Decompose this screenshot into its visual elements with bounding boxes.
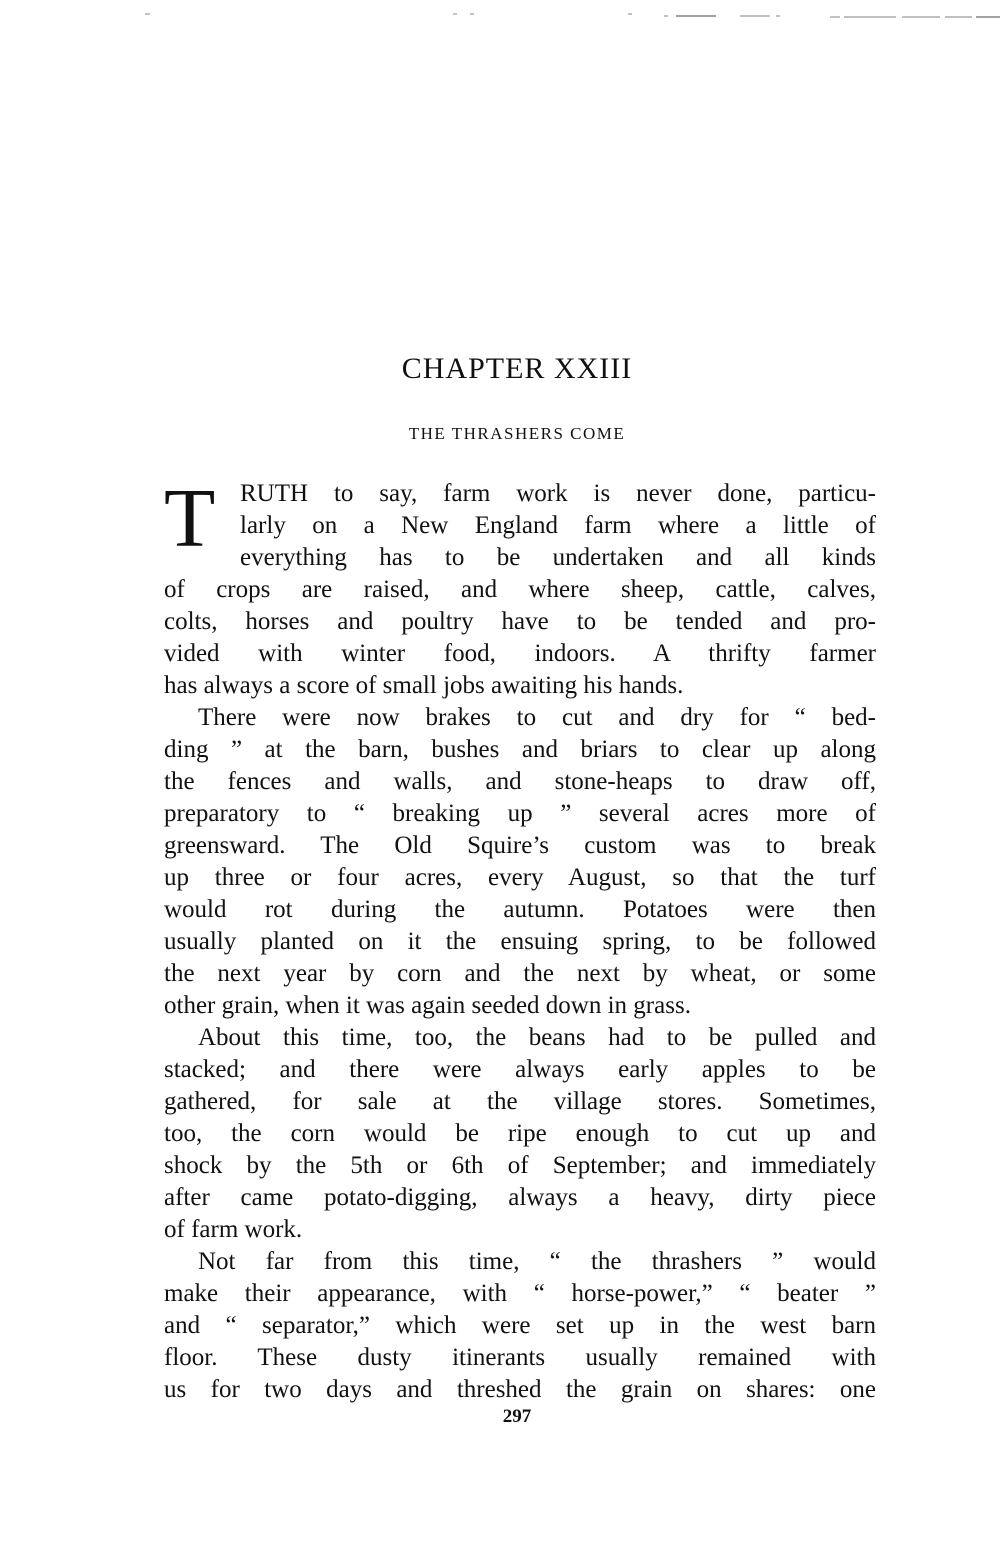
- text-line: stacked; and there were always early apples to be: [164, 1056, 876, 1083]
- text-line: us for two days and threshed the grain on shares: one: [164, 1376, 876, 1403]
- text-line: floor. These dusty itinerants usually remained with: [164, 1344, 876, 1371]
- text-line: gathered, for sale at the village stores. Sometimes,: [164, 1088, 876, 1115]
- text-line: ding ” at the barn, bushes and briars to clear up along: [164, 736, 876, 763]
- text-line: larly on a New England farm where a little of: [240, 512, 876, 539]
- text-line: other grain, when it was again seeded down in grass.: [164, 992, 691, 1019]
- text-line: after came potato-digging, always a heavy, dirty piece: [164, 1184, 876, 1211]
- page-number: 297: [502, 1406, 532, 1427]
- text-line: About this time, too, the beans had to be pulled and: [198, 1024, 876, 1051]
- scan-edge-marks: [0, 8, 1000, 22]
- text-line: up three or four acres, every August, so that the turf: [164, 864, 876, 891]
- text-line: Not far from this time, “ the thrashers ” would: [198, 1248, 876, 1275]
- text-line: greensward. The Old Squire’s custom was to break: [164, 832, 876, 859]
- chapter-title: CHAPTER XXIII: [401, 352, 633, 385]
- chapter-body: [164, 472, 876, 1406]
- text-line: and “ separator,” which were set up in the west barn: [164, 1312, 876, 1339]
- text-line: vided with winter food, indoors. A thrifty farmer: [164, 640, 876, 667]
- text-line: There were now brakes to cut and dry for “ bed-: [198, 704, 876, 731]
- text-line: of crops are raised, and where sheep, cattle, calves,: [164, 576, 876, 603]
- text-line: RUTH to say, farm work is never done, particu-: [240, 480, 876, 507]
- text-line: usually planted on it the ensuing spring, to be followed: [164, 928, 876, 955]
- text-line: preparatory to “ breaking up ” several acres more of: [164, 800, 876, 827]
- text-line: has always a score of small jobs awaiting his hands.: [164, 672, 684, 699]
- text-line: make their appearance, with “ horse-power,” “ beater ”: [164, 1280, 876, 1307]
- text-line: colts, horses and poultry have to be tended and pro-: [164, 608, 876, 635]
- text-line: the fences and walls, and stone-heaps to draw off,: [164, 768, 876, 795]
- text-line: shock by the 5th or 6th of September; and immediately: [164, 1152, 876, 1179]
- text-line: of farm work.: [164, 1216, 303, 1243]
- text-line: the next year by corn and the next by wheat, or some: [164, 960, 876, 987]
- text-line: too, the corn would be ripe enough to cut up and: [164, 1120, 876, 1147]
- chapter-subtitle: THE THRASHERS COME: [408, 424, 626, 443]
- text-line: everything has to be undertaken and all kinds: [240, 544, 876, 571]
- drop-cap: T: [164, 472, 216, 565]
- text-line: would rot during the autumn. Potatoes were then: [164, 896, 876, 923]
